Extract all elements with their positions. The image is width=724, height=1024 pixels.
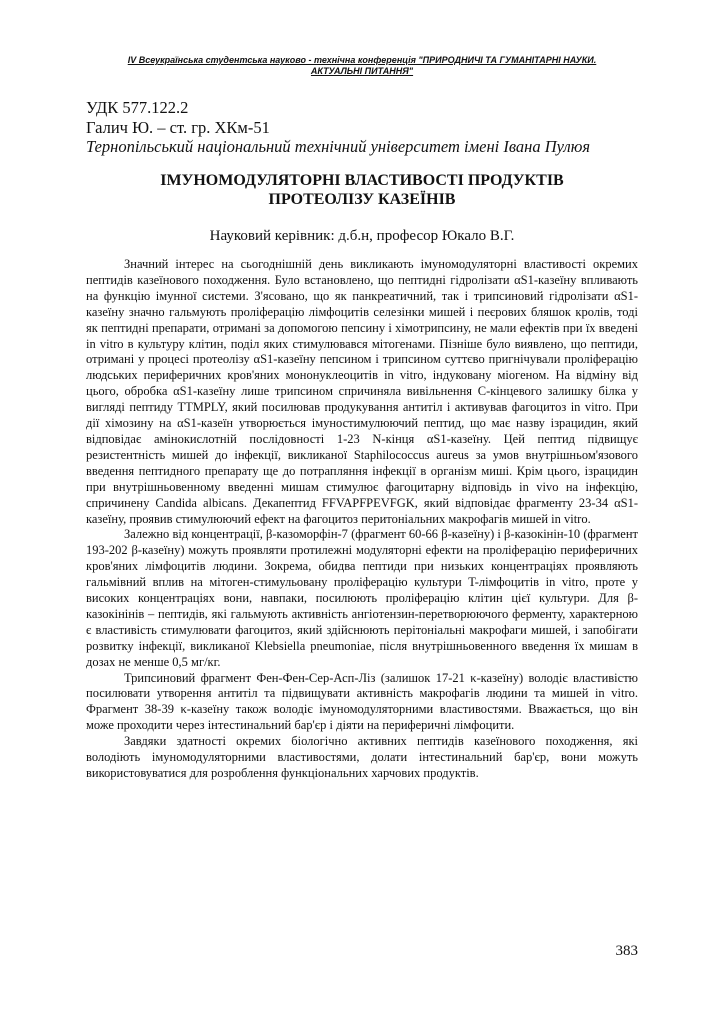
paper-title [86, 171, 638, 209]
article-meta [86, 98, 646, 157]
running-header-line-1: IV Всеукраїнська студентська науково - технічна конференція "ПРИРОДНИЧІ ТА ГУМАНІТАРНІ НАУКИ. [127, 55, 597, 65]
body-paragraph: Залежно від концентрації, β-казоморфін-7 (фрагмент 60-66 β-казеїну) і β-казокінін-10 (фрагмент 193-202 β-казеїну) можуть проявляти протилежні модуляторні ефекти на проліферацію периферичних кров'яних лімфоцитів людини. Зокрема, обидва пептиди при низьких концентраціях проявляють гальмівний вплив на мітоген-стимульовану проліферацію культури T-лімфоцитів in vitro, проте у високих концентраціях вони, навпаки, посилюють проліферацію клітин цієї культури. Для β-казокінінів – пептидів, які гальмують активність ангіотензин-перетворюючого ферменту, характерною є властивість стимулювати фагоцитоз, який здійснюють перітоніальні макрофаги мишей, і запобігати розвитку інфекції, викликаної Klebsiella pneumoniae, після внутрішньовенного введення їх мишам в дозах не менше 0,5 мг/кг. [86, 527, 638, 669]
udk-code: УДК 577.122.2 [86, 98, 189, 117]
running-header-line-2: АКТУАЛЬНІ ПИТАННЯ" [310, 66, 414, 76]
paper-title-line-1: ІМУНОМОДУЛЯТОРНІ ВЛАСТИВОСТІ ПРОДУКТІВ [160, 172, 564, 189]
author-line: Галич Ю. – ст. гр. ХКм-51 [86, 117, 270, 137]
article-body [86, 257, 638, 782]
body-paragraph: Завдяки здатності окремих біологічно активних пептидів казеїнового походження, які володіють імуномодуляторними властивостями, долати інтестинальний бар'єр, вони можуть використовуватися для розроблення функціональних харчових продуктів. [86, 734, 638, 780]
body-paragraph: Значний інтерес на сьогоднішній день викликають імуномодуляторні властивості окремих пептидів казеїнового походження. Було встановлено, що пептидні гідролізати αS1-казеїну впливають на функцію імунної системи. З'ясовано, що як панкреатичний, так і трипсиновий гідролізати αS1-казеїну значно гальмують проліферацію лімфоцитів селезінки мишей і пеєрових бляшок кролів, тоді як пептидні препарати, отримані за допомогою пепсину і хімотрипсину, не мали ефектів при їх введені in vitro в культуру клітин, поділ яких стимулювався мітогенами. Пізніше було виявлено, що пептиди, отримані у процесі протеолізу αS1-казеїну пепсином і трипсином суттєво пригнічували проліферацію людських периферичних кров'яних мононуклеоцитів in vitro, індуковану міогеном. На відміну від цього, обробка αS1-казеїну лише трипсином спричиняла вивільнення C-кінцевого залишку білка у вигляді пептиду TTMPLY, який посилював продукування антитіл і активував фагоцитоз in vitro. При дії хімозину на αS1-казеїн утворюється імуностимулюючий пептид, що має назву ізрацидин, який відповідає амінокислотній послідовності 1-23 N-кінця αS1-казеїну. Цей пептид підвищує резистентність мишей до інфекції, викликаної Staphilococcus aureus за умов внутрішньом'язового введення пептидного препарату ще до потрапляння інфекції в організм миші. Крім цього, ізрацидин при внутрішньовенному введенні мишам стимулює фагоцитарну відповідь in vivo на інфекцію, спричинену Candida albicans. Декапептид FFVAPFPEVFGK, який відповідає фрагменту 23-34 αS1-казеїну, проявив стимулюючий ефект на фагоцитоз перитоніальних макрофагів мишей in vitro. [86, 257, 638, 526]
body-paragraph: Трипсиновий фрагмент Фен-Фен-Сер-Асп-Ліз (залишок 17-21 κ-казеїну) володіє властивістю посилювати утворення антитіл та підвищувати активність макрофагів людини та мишей in vitro. Фрагмент 38-39 κ-казеїну також володіє імуномодуляторними властивостями. Вважається, що він може проходити через інтестинальний бар'єр і діяти на периферичні лімфоцити. [86, 670, 638, 733]
scientific-advisor: Науковий керівник: д.б.н, професор Юкало В.Г. [209, 228, 515, 244]
running-header [100, 55, 624, 77]
affiliation: Тернопільський національний технічний університет імені Івана Пулюя [86, 137, 591, 156]
page-number: 383 [615, 943, 638, 959]
paper-title-line-2: ПРОТЕОЛІЗУ КАЗЕЇНІВ [268, 191, 456, 208]
